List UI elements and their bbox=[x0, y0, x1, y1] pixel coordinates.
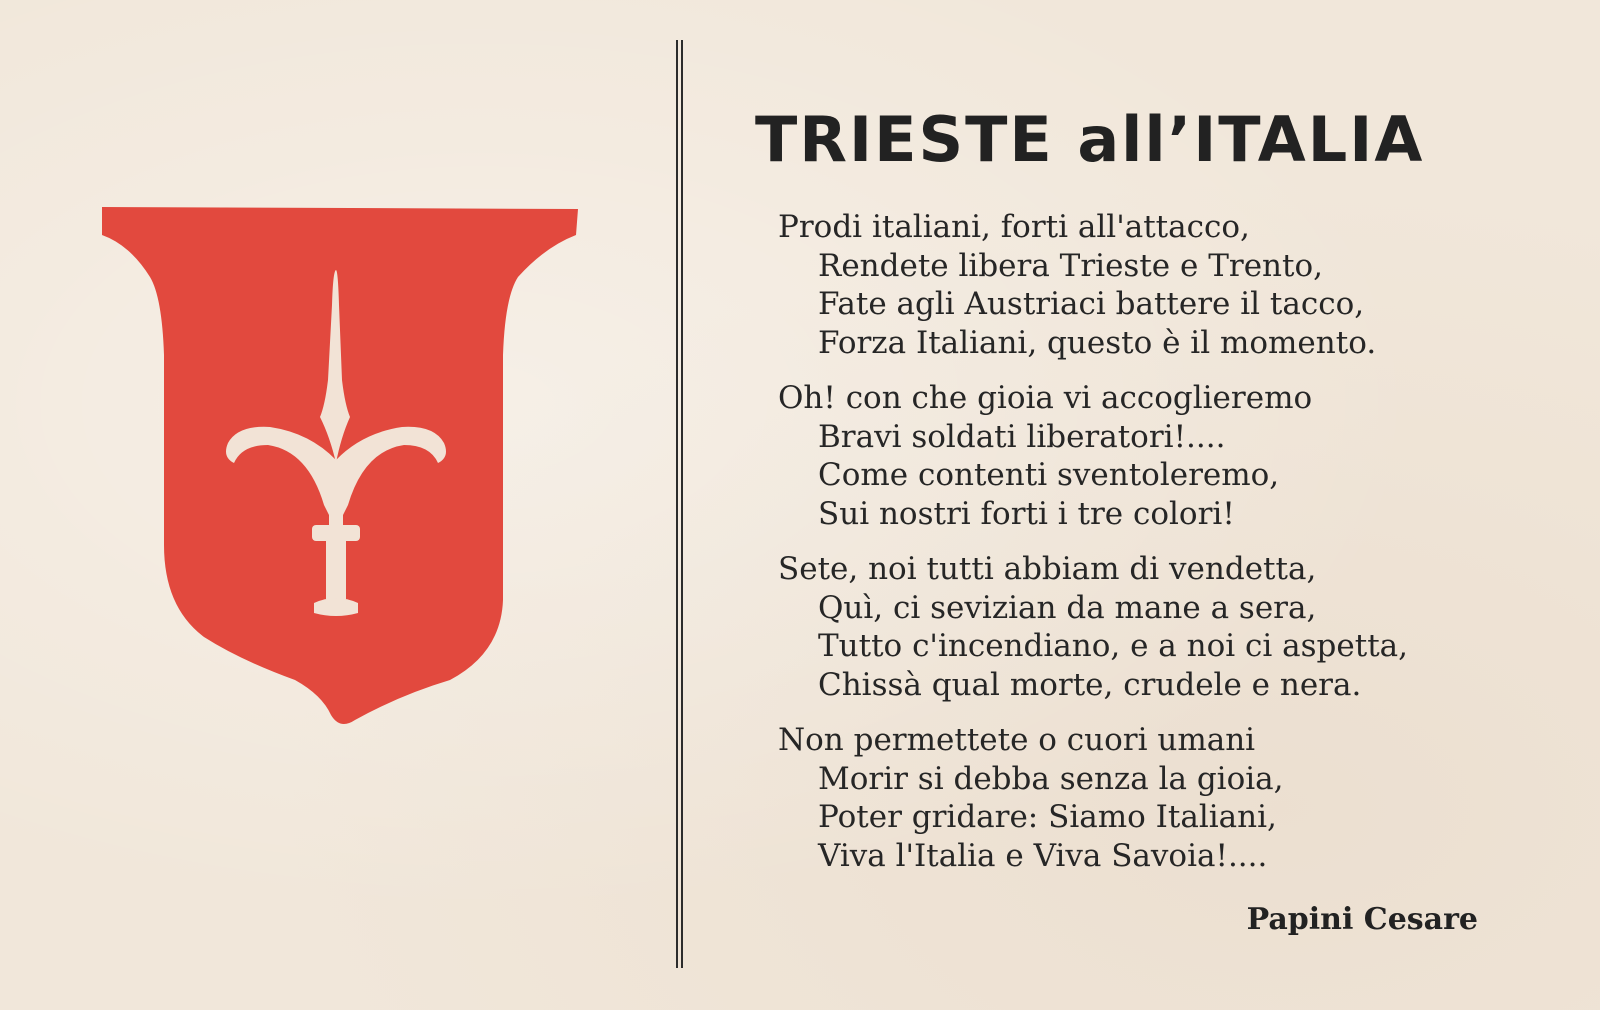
poem-line: Forza Italiani, questo è il momento. bbox=[818, 324, 1377, 361]
stanza-1 bbox=[778, 208, 1518, 362]
poem-line: Fate agli Austriaci battere il tacco, bbox=[818, 286, 1365, 322]
poem-line: Sete, noi tutti abbiam di vendetta, bbox=[778, 551, 1317, 587]
trieste-coat-of-arms bbox=[100, 205, 595, 735]
poem-line: Rendete libera Trieste e Trento, bbox=[818, 247, 1323, 284]
poem-line: Chissà qual morte, crudele e nera. bbox=[818, 666, 1362, 703]
poem-line: Tutto c'incendiano, e a noi ci aspetta, bbox=[818, 628, 1408, 664]
poem-line: Quì, ci sevizian da mane a sera, bbox=[818, 589, 1317, 626]
poem-line: Oh! con che gioia vi accoglieremo bbox=[778, 380, 1313, 416]
stanza-3 bbox=[778, 550, 1518, 704]
poem-line: Prodi italiani, forti all'attacco, bbox=[778, 209, 1250, 245]
poem-title: TRIESTE all’ITALIA bbox=[755, 103, 1425, 176]
poem-line: Sui nostri forti i tre colori! bbox=[818, 495, 1235, 532]
stanza-2 bbox=[778, 379, 1518, 533]
trieste-halberd-shield-icon bbox=[100, 205, 595, 735]
vertical-divider bbox=[676, 40, 683, 968]
stanza-4 bbox=[778, 721, 1518, 875]
poem-line: Bravi soldati liberatori!.... bbox=[818, 418, 1226, 455]
poem-line: Come contenti sventoleremo, bbox=[818, 457, 1280, 493]
poem-line: Non permettete o cuori umani bbox=[778, 722, 1256, 758]
poem-text bbox=[778, 208, 1518, 892]
poem-line: Viva l'Italia e Viva Savoia!.... bbox=[818, 837, 1268, 874]
author-signature: Papini Cesare bbox=[1246, 902, 1478, 937]
poem-line: Poter gridare: Siamo Italiani, bbox=[818, 799, 1277, 835]
poem-line: Morir si debba senza la gioia, bbox=[818, 760, 1284, 797]
